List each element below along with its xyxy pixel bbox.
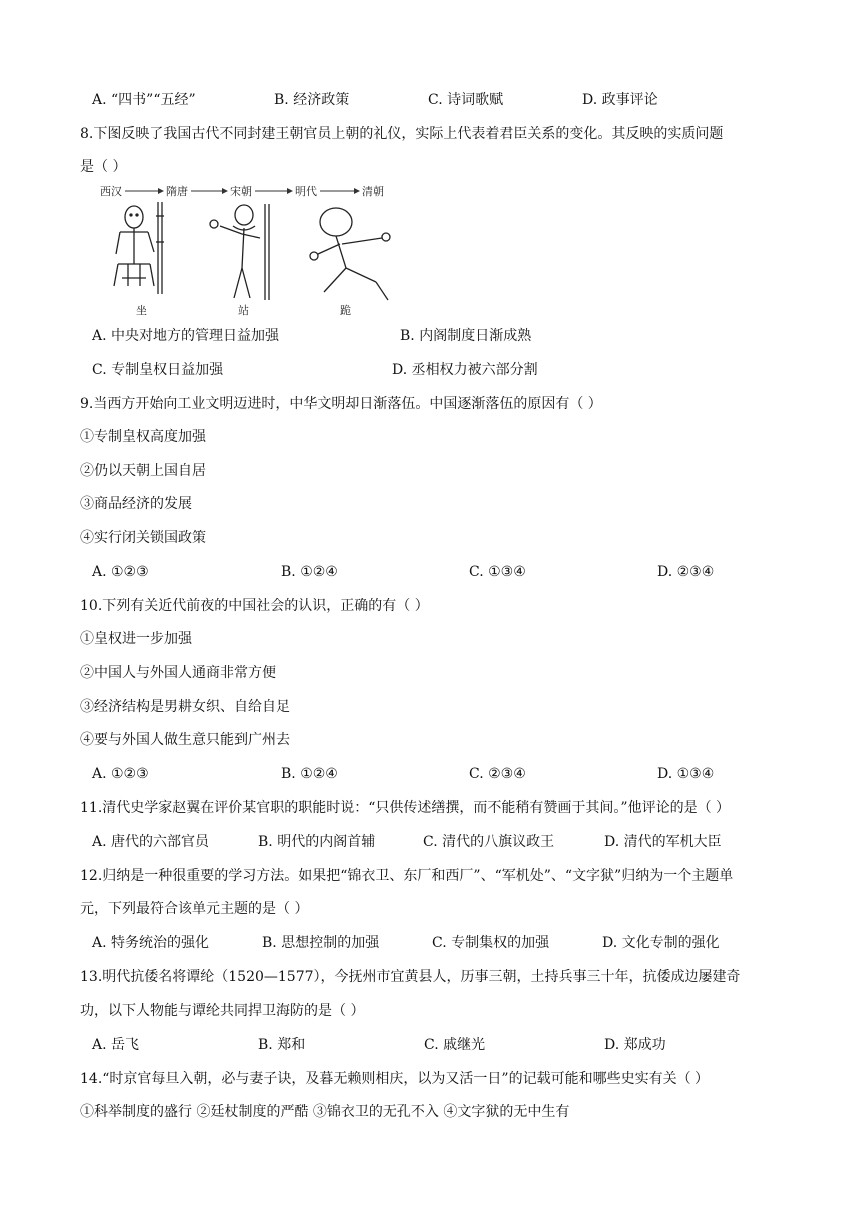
q9-item: ②仍以天朝上国自居: [80, 463, 206, 479]
q12-option-b[interactable]: B. 思想控制的加强: [262, 935, 380, 951]
q8-option-c[interactable]: C. 专制皇权日益加强: [92, 362, 224, 378]
standing-official-sketch: [210, 204, 269, 300]
q13-stem-cont: 功，以下人物能与谭纶共同捍卫海防的是（ ）: [80, 1003, 365, 1019]
q11-option-a[interactable]: A. 唐代的六部官员: [92, 834, 210, 850]
q9-option-c[interactable]: C. ①③④: [469, 564, 526, 580]
q13-option-a[interactable]: A. 岳飞: [92, 1037, 140, 1053]
q10-option-b[interactable]: B. ①②④: [281, 766, 338, 782]
q9-stem: 9.当西方开始向工业文明迈进时，中华文明却日渐落伍。中国逐渐落伍的原因有（ ）: [80, 396, 602, 412]
q9-item: ④实行闭关锁国政策: [80, 530, 206, 546]
q12-option-d[interactable]: D. 文化专制的强化: [602, 935, 720, 951]
q7-option-d[interactable]: D. 政事评论: [582, 92, 658, 108]
q10-option-a[interactable]: A. ①②③: [92, 766, 149, 782]
q14-items: ①科举制度的盛行 ②廷杖制度的严酷 ③锦衣卫的无孔不入 ④文字狱的无中生有: [80, 1104, 570, 1120]
q11-option-b[interactable]: B. 明代的内阁首辅: [258, 834, 376, 850]
q10-option-c[interactable]: C. ②③④: [469, 766, 526, 782]
q9-option-d[interactable]: D. ②③④: [657, 564, 715, 580]
q10-option-d[interactable]: D. ①③④: [657, 766, 715, 782]
q8-stem: 8.下图反映了我国古代不同封建王朝官员上朝的礼仪，实际上代表着君臣关系的变化。其反映的实质问题: [80, 126, 724, 142]
q9-item: ③商品经济的发展: [80, 496, 192, 512]
q13-option-c[interactable]: C. 戚继光: [424, 1037, 486, 1053]
q12-stem: 12.归纳是一种很重要的学习方法。如果把“锦衣卫、东厂和西厂”、“军机处”、“文字狱”归纳为一个主题单: [80, 868, 734, 884]
era-label: 西汉: [100, 185, 122, 198]
court-etiquette-figure: [92, 182, 412, 320]
q12-option-a[interactable]: A. 特务统治的强化: [92, 935, 210, 951]
q11-stem: 11.清代史学家赵翼在评价某官职的职能时说：“只供传述缮撰，而不能稍有赞画于其间。”他评论的是（ ）: [80, 800, 731, 816]
era-label: 明代: [295, 185, 317, 198]
era-label: 隋唐: [166, 185, 188, 198]
q13-option-b[interactable]: B. 郑和: [258, 1037, 306, 1053]
q9-item: ①专制皇权高度加强: [80, 429, 206, 445]
q7-option-b[interactable]: B. 经济政策: [274, 92, 350, 108]
posture-label: 坐: [136, 304, 147, 317]
q8-option-a[interactable]: A. 中央对地方的管理日益加强: [92, 328, 280, 344]
q10-stem: 10.下列有关近代前夜的中国社会的认识，正确的有（ ）: [80, 598, 429, 614]
q12-stem-cont: 元，下列最符合该单元主题的是（ ）: [80, 901, 309, 917]
q11-option-c[interactable]: C. 清代的八旗议政王: [423, 834, 555, 850]
kneeling-official-sketch: [310, 208, 390, 300]
posture-label: 站: [238, 304, 249, 317]
q8-option-d[interactable]: D. 丞相权力被六部分割: [392, 362, 538, 378]
q10-item: ③经济结构是男耕女织、自给自足: [80, 699, 290, 715]
q13-option-d[interactable]: D. 郑成功: [604, 1037, 666, 1053]
q10-item: ①皇权进一步加强: [80, 631, 192, 647]
q12-option-c[interactable]: C. 专制集权的加强: [432, 935, 550, 951]
q13-stem: 13.明代抗倭名将谭纶（1520—1577），今抚州市宜黄县人，历事三朝，土持兵事三十年，抗倭成边屡建奇: [80, 969, 741, 985]
q10-item: ②中国人与外国人通商非常方便: [80, 665, 276, 681]
era-label: 清朝: [362, 185, 384, 198]
q9-option-b[interactable]: B. ①②④: [281, 564, 338, 580]
seated-official-sketch: [114, 202, 164, 294]
q8-stem-cont: 是（ ）: [80, 159, 127, 175]
q8-option-b[interactable]: B. 内阁制度日渐成熟: [400, 328, 532, 344]
q10-item: ④要与外国人做生意只能到广州去: [80, 732, 290, 748]
q9-option-a[interactable]: A. ①②③: [92, 564, 149, 580]
q7-option-a[interactable]: A. “四书”“五经”: [92, 92, 196, 108]
q14-stem: 14.“时京官每旦入朝，必与妻子诀，及暮无赖则相庆，以为又活一日”的记载可能和哪些史实有关（ ）: [80, 1071, 710, 1087]
q7-option-c[interactable]: C. 诗词歌赋: [428, 92, 504, 108]
posture-label: 跪: [340, 304, 351, 317]
q11-option-d[interactable]: D. 清代的军机大臣: [604, 834, 722, 850]
era-label: 宋朝: [230, 185, 252, 198]
